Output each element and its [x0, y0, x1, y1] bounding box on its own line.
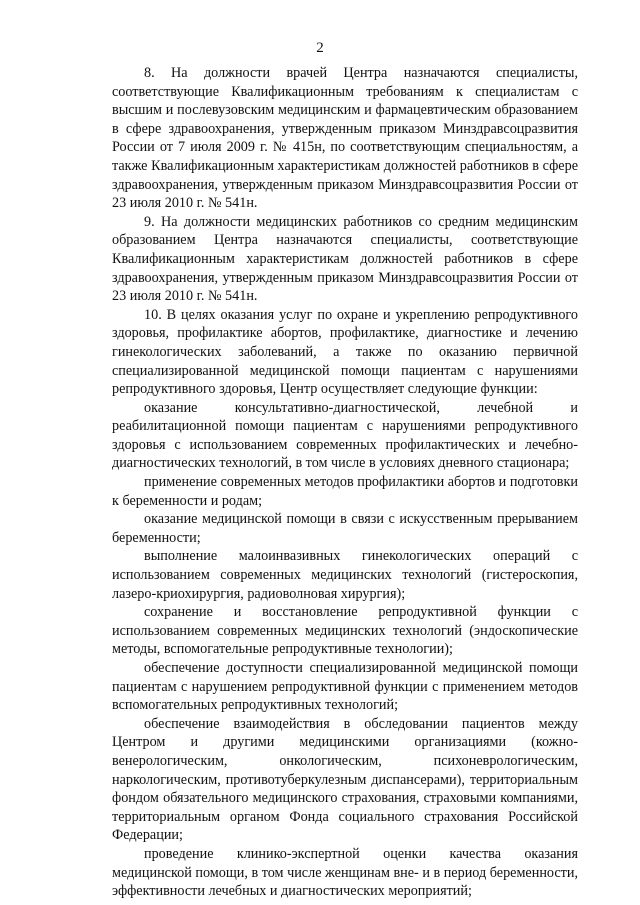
function-item-abortion-prevention: применение современных методов профилактики абортов и подготовки к беременности и родам; [112, 474, 578, 509]
document-body [112, 64, 578, 901]
function-item-reproductive-restoration: сохранение и восстановление репродуктивной функции с использованием современных медицинских технологий (эндоскопические методы, вспомогательные репродуктивные технологии); [112, 604, 578, 658]
function-item-quality-assessment: проведение клинико-экспертной оценки качества оказания медицинской помощи, в том числе женщинам вне- и в период беременности, эффективности лечебных и диагностических мероприятий; [112, 845, 579, 900]
paragraph-8: 8. На должности врачей Центра назначаются специалисты, соответствующие Квалификационным требованиям к специалистам с высшим и послевузовским медицинским и фармацевтическим образованием в сфере здравоохранения, утвержденным приказом Минздравсоцразвития России от 7 июля 2009 г. № 415н, по соответствующим специальностям, а также Квалификационным характеристикам должностей работников в сфере здравоохранения, утвержденным приказом Минздравсоцразвития России от 23 июля 2010 г. № 541н. [112, 65, 578, 212]
function-item-art-accessibility: обеспечение доступности специализированной медицинской помощи пациентам с нарушением репродуктивной функции с применением методов вспомогательных репродуктивных технологий; [112, 660, 578, 714]
function-item-interagency-cooperation: обеспечение взаимодействия в обследовании пациентов между Центром и другими медицинскими организациями (кожно-венерологическим, онкологическим, психоневрологическим, наркологическим, противотуберкулезным диспансерами), территориальным фондом обязательного медицинского страхования, страховыми компаниями, территориальным органом Фонда социального страхования Российской Федерации; [112, 715, 578, 844]
function-item-consultative-care: оказание консультативно-диагностической, лечебной и реабилитационной помощи пациентам с нарушениями репродуктивного здоровья с использованием современных профилактических и лечебно-диагностических технологий, в том числе в условиях дневного стационара; [112, 399, 578, 472]
page-number: 2 [316, 40, 324, 56]
paragraph-9: 9. На должности медицинских работников со средним медицинским образованием Центра назначаются специалисты, соответствующие Квалификационным характеристикам должностей работников в сфере здравоохранения, утвержденным приказом Минздравсоцразвития России от 23 июля 2010 г. № 541н. [112, 213, 578, 305]
function-item-pregnancy-termination: оказание медицинской помощи в связи с искусственным прерыванием беременности; [112, 511, 578, 546]
paragraph-10: 10. В целях оказания услуг по охране и укреплению репродуктивного здоровья, профилактике абортов, профилактике, диагностике и лечению гинекологических заболеваний, а также по оказанию первичной специализированной медицинской помощи пациентам с нарушениями репродуктивного здоровья, Центр осуществляет следующие функции: [112, 306, 578, 398]
function-item-minimally-invasive-surgery: выполнение малоинвазивных гинекологических операций с использованием современных медицинских технологий (гистероскопия, лазеро-криохирургия, радиоволновая хирургия); [112, 548, 578, 602]
